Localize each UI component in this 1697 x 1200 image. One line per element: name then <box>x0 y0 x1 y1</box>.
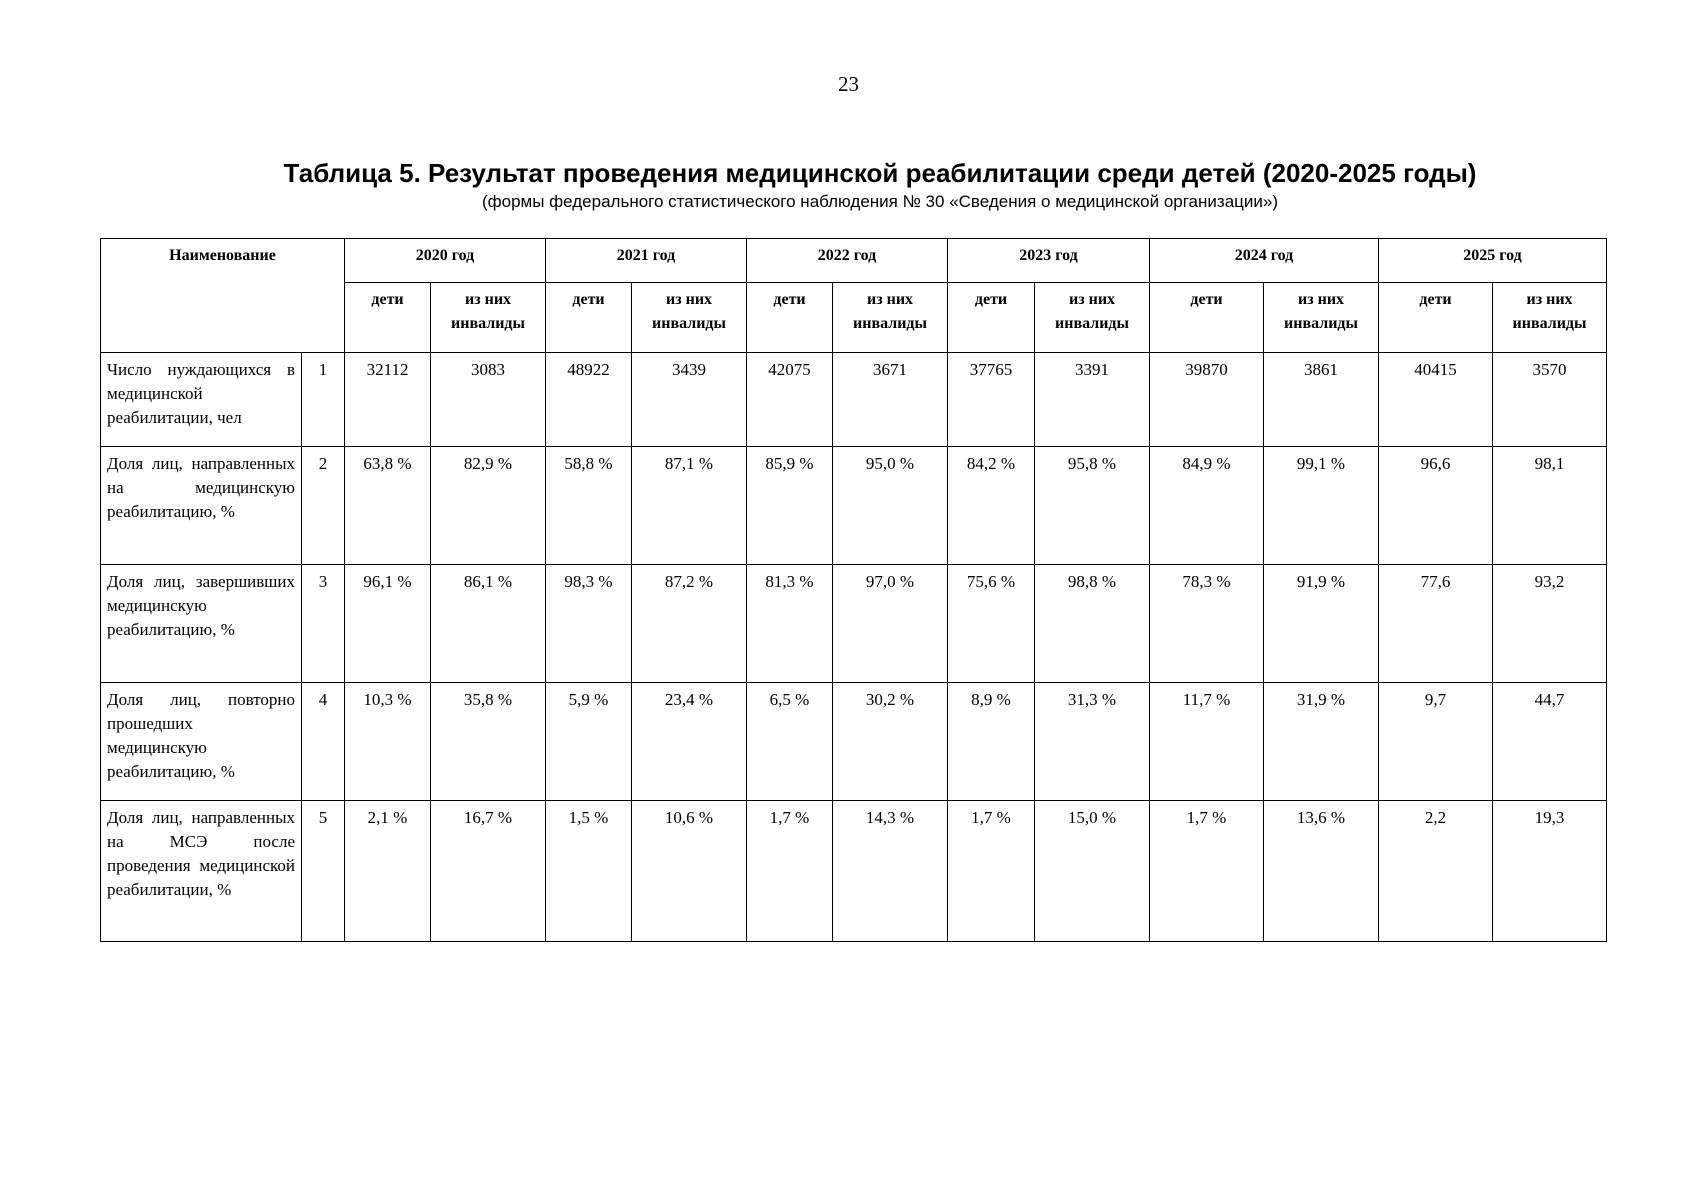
cell-value: 96,6 <box>1379 447 1493 565</box>
year-header: 2025 год <box>1379 239 1607 283</box>
cell-value: 82,9 % <box>431 447 546 565</box>
row-number: 1 <box>302 353 345 447</box>
cell-value: 95,8 % <box>1035 447 1150 565</box>
cell-value: 3083 <box>431 353 546 447</box>
disabled-header: из них инвалиды <box>1035 283 1150 353</box>
table-row <box>101 683 1607 801</box>
row-number: 4 <box>302 683 345 801</box>
disabled-header: из них инвалиды <box>833 283 948 353</box>
cell-value: 42075 <box>747 353 833 447</box>
cell-value: 14,3 % <box>833 801 948 942</box>
children-header: дети <box>747 283 833 353</box>
row-number: 3 <box>302 565 345 683</box>
row-number: 5 <box>302 801 345 942</box>
cell-value: 40415 <box>1379 353 1493 447</box>
cell-value: 99,1 % <box>1264 447 1379 565</box>
cell-value: 6,5 % <box>747 683 833 801</box>
rehabilitation-table <box>100 238 1607 942</box>
cell-value: 95,0 % <box>833 447 948 565</box>
children-header: дети <box>345 283 431 353</box>
name-header: Наименование <box>101 239 345 353</box>
row-number: 2 <box>302 447 345 565</box>
cell-value: 3570 <box>1493 353 1607 447</box>
table-subtitle: (формы федерального статистического наблюдения № 30 «Сведения о медицинской организации») <box>482 192 1278 211</box>
year-header: 2021 год <box>546 239 747 283</box>
row-name: Доля лиц, направленных на МСЭ после проведения медицинской реабилитации, % <box>101 801 302 942</box>
cell-value: 91,9 % <box>1264 565 1379 683</box>
cell-value: 2,1 % <box>345 801 431 942</box>
cell-value: 98,1 <box>1493 447 1607 565</box>
cell-value: 39870 <box>1150 353 1264 447</box>
cell-value: 44,7 <box>1493 683 1607 801</box>
cell-value: 31,9 % <box>1264 683 1379 801</box>
cell-value: 85,9 % <box>747 447 833 565</box>
cell-value: 37765 <box>948 353 1035 447</box>
year-header: 2022 год <box>747 239 948 283</box>
cell-value: 98,8 % <box>1035 565 1150 683</box>
table-row <box>101 447 1607 565</box>
cell-value: 58,8 % <box>546 447 632 565</box>
cell-value: 8,9 % <box>948 683 1035 801</box>
year-header: 2020 год <box>345 239 546 283</box>
cell-value: 10,6 % <box>632 801 747 942</box>
cell-value: 86,1 % <box>431 565 546 683</box>
children-header: дети <box>1379 283 1493 353</box>
cell-value: 1,7 % <box>1150 801 1264 942</box>
cell-value: 13,6 % <box>1264 801 1379 942</box>
table-row <box>101 353 1607 447</box>
table-title: Таблица 5. Результат проведения медицинской реабилитации среди детей (2020-2025 годы) <box>283 158 1477 188</box>
cell-value: 1,5 % <box>546 801 632 942</box>
children-header: дети <box>948 283 1035 353</box>
cell-value: 3671 <box>833 353 948 447</box>
page-number: 23 <box>838 72 859 96</box>
cell-value: 3391 <box>1035 353 1150 447</box>
cell-value: 48922 <box>546 353 632 447</box>
cell-value: 87,2 % <box>632 565 747 683</box>
cell-value: 81,3 % <box>747 565 833 683</box>
cell-value: 9,7 <box>1379 683 1493 801</box>
cell-value: 23,4 % <box>632 683 747 801</box>
cell-value: 75,6 % <box>948 565 1035 683</box>
table-row <box>101 801 1607 942</box>
children-header: дети <box>1150 283 1264 353</box>
cell-value: 1,7 % <box>948 801 1035 942</box>
cell-value: 2,2 <box>1379 801 1493 942</box>
cell-value: 11,7 % <box>1150 683 1264 801</box>
cell-value: 3439 <box>632 353 747 447</box>
cell-value: 1,7 % <box>747 801 833 942</box>
cell-value: 16,7 % <box>431 801 546 942</box>
cell-value: 5,9 % <box>546 683 632 801</box>
cell-value: 31,3 % <box>1035 683 1150 801</box>
cell-value: 87,1 % <box>632 447 747 565</box>
disabled-header: из них инвалиды <box>1264 283 1379 353</box>
row-name: Доля лиц, завершивших медицинскую реабилитацию, % <box>101 565 302 683</box>
cell-value: 35,8 % <box>431 683 546 801</box>
cell-value: 93,2 <box>1493 565 1607 683</box>
table-row <box>101 565 1607 683</box>
children-header: дети <box>546 283 632 353</box>
year-header: 2023 год <box>948 239 1150 283</box>
cell-value: 19,3 <box>1493 801 1607 942</box>
cell-value: 32112 <box>345 353 431 447</box>
row-name: Доля лиц, направленных на медицинскую реабилитацию, % <box>101 447 302 565</box>
cell-value: 77,6 <box>1379 565 1493 683</box>
cell-value: 63,8 % <box>345 447 431 565</box>
cell-value: 30,2 % <box>833 683 948 801</box>
cell-value: 97,0 % <box>833 565 948 683</box>
cell-value: 84,9 % <box>1150 447 1264 565</box>
year-header: 2024 год <box>1150 239 1379 283</box>
cell-value: 84,2 % <box>948 447 1035 565</box>
cell-value: 10,3 % <box>345 683 431 801</box>
disabled-header: из них инвалиды <box>431 283 546 353</box>
row-name: Доля лиц, повторно прошедших медицинскую реабилитацию, % <box>101 683 302 801</box>
cell-value: 15,0 % <box>1035 801 1150 942</box>
cell-value: 78,3 % <box>1150 565 1264 683</box>
cell-value: 96,1 % <box>345 565 431 683</box>
disabled-header: из них инвалиды <box>1493 283 1607 353</box>
cell-value: 98,3 % <box>546 565 632 683</box>
cell-value: 3861 <box>1264 353 1379 447</box>
disabled-header: из них инвалиды <box>632 283 747 353</box>
row-name: Число нуждающихся в медицинской реабилитации, чел <box>101 353 302 447</box>
